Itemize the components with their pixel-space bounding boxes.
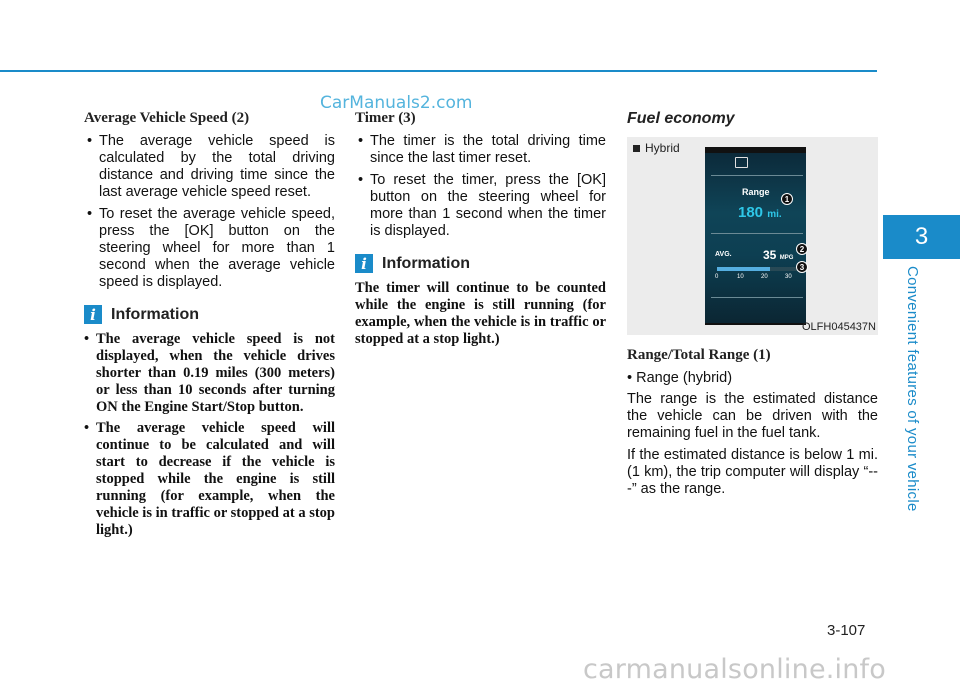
paragraph: If the estimated distance is below 1 mi. (1 km), the trip computer will display “---” as the range. — [627, 447, 878, 497]
section-heading-fuel-economy: Fuel economy — [627, 110, 735, 127]
section-heading-timer: Timer (3) — [355, 110, 416, 126]
information-bullets — [84, 331, 335, 539]
fuel-pump-icon — [735, 157, 748, 168]
square-bullet-icon — [633, 145, 640, 152]
screen-mpg-value — [763, 248, 793, 262]
screen-avg-label: AVG. — [715, 251, 732, 258]
information-icon: i — [84, 305, 102, 324]
figure-code: OLFH045437N — [802, 321, 876, 333]
average-speed-bullets — [84, 133, 335, 291]
mpg-gauge-fill — [717, 267, 770, 271]
timer-bullets — [355, 133, 606, 240]
screen-range-number: 180 — [738, 204, 764, 221]
section-heading-range: Range/Total Range (1) — [627, 347, 771, 363]
list-item: • The average vehicle speed will continue to be calculated and will start to decrease if the vehicle is stopped while the engine is still running (for example, when the vehicle is in traffic or stopped at a stop light.) — [84, 420, 335, 539]
paragraph: The range is the estimated distance the vehicle can be driven with the remaining fuel in the fuel tank. — [627, 391, 878, 441]
cluster-display-figure — [627, 137, 878, 335]
hybrid-tag-label: Hybrid — [645, 141, 680, 155]
list-item: • To reset the timer, press the [OK] button on the steering wheel for more than 1 second when the timer is displayed. — [355, 172, 606, 240]
screen-divider — [711, 233, 803, 234]
information-text: The timer will continue to be counted while the engine is still running (for example, when the vehicle is in traffic or stopped at a stop light.) — [355, 280, 606, 347]
watermark-top: CarManuals2.com — [320, 93, 473, 113]
information-heading — [84, 305, 335, 324]
list-item: • The average vehicle speed is not displayed, when the vehicle drives shorter than 0.19 miles (300 meters) or less than 10 seconds after turning ON the Engine Start/Stop button. — [84, 331, 335, 416]
information-icon: i — [355, 254, 373, 273]
mpg-gauge — [717, 267, 801, 271]
screen-range-label: Range — [742, 187, 770, 197]
range-bullet-text: Range (hybrid) — [636, 370, 733, 386]
screen-divider — [711, 175, 803, 176]
callout-3: 3 — [796, 261, 808, 273]
information-heading — [355, 254, 606, 273]
screen-mpg-unit: MPG — [779, 255, 794, 261]
callout-2: 2 — [796, 243, 808, 255]
list-item: • To reset the average vehicle speed, press the [OK] button on the steering wheel for more than 1 second when the average vehicle speed is displayed. — [84, 206, 335, 291]
screen-range-value — [738, 204, 782, 221]
column-average-speed — [84, 110, 335, 543]
information-title: Information — [382, 254, 470, 272]
gauge-tick: 10 — [737, 274, 744, 280]
screen-divider — [711, 297, 803, 298]
section-heading-average-speed: Average Vehicle Speed (2) — [84, 110, 250, 126]
gauge-tick: 30 — [785, 274, 792, 280]
cluster-screen-display — [705, 153, 806, 323]
column-timer — [355, 110, 606, 348]
column-fuel-economy — [627, 110, 878, 503]
list-item: • The timer is the total driving time since the last timer reset. — [355, 133, 606, 167]
chapter-tab: 3 — [883, 215, 960, 259]
header-rule — [0, 70, 877, 72]
callout-1: 1 — [781, 193, 793, 205]
page-number: 3-107 — [827, 622, 866, 639]
range-bullet: • Range (hybrid) — [627, 370, 733, 386]
cluster-screen — [705, 147, 806, 325]
information-title: Information — [111, 305, 199, 323]
list-item: • The average vehicle speed is calculated by the total driving distance and driving time since the last average vehicle speed reset. — [84, 133, 335, 201]
gauge-tick: 0 — [715, 274, 719, 280]
screen-mpg-number: 35 — [763, 248, 777, 262]
chapter-title: Convenient features of your vehicle — [904, 266, 921, 512]
hybrid-tag — [633, 141, 680, 155]
screen-range-unit: mi. — [767, 209, 782, 220]
watermark-bottom: carmanualsonline.info — [583, 654, 886, 685]
gauge-tick: 20 — [761, 274, 768, 280]
